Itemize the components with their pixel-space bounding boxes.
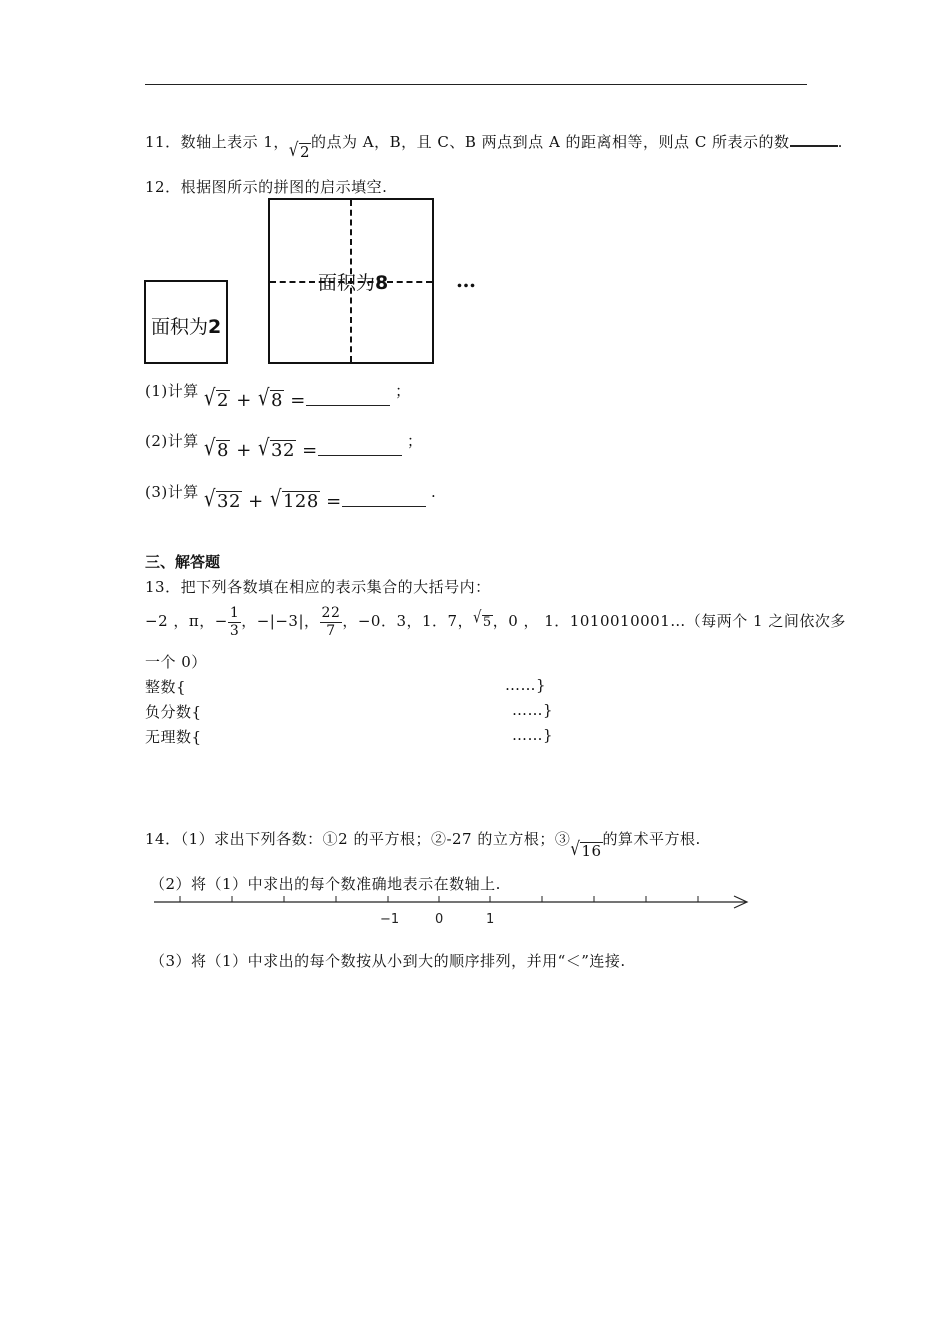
q13-title: 13．把下列各数填在相应的表示集合的大括号内： xyxy=(145,578,491,596)
q11-answer-blank[interactable] xyxy=(790,131,838,147)
frac-22-7: $\frac{22}{7}$ xyxy=(321,604,341,639)
q14-part-2: （2）将（1）中求出的每个数准确地表示在数轴上. xyxy=(150,875,501,893)
q11-prefix: 11．数轴上表示 1， xyxy=(145,133,289,151)
sqrt-16: √16 xyxy=(570,837,602,860)
set-integers-tail: ……} xyxy=(505,676,547,694)
large-square-text: 面积为8 xyxy=(318,272,389,294)
large-square xyxy=(268,198,434,364)
q12-part-1: (1)计算 √2 + √8 = ； xyxy=(145,382,411,411)
question-11 xyxy=(145,131,843,161)
section-title: 三、解答题 xyxy=(145,553,221,571)
set-irrationals-tail: ……} xyxy=(512,726,554,744)
axis-label-neg1: −1 xyxy=(380,912,400,927)
q12-blank-3[interactable] xyxy=(342,492,426,507)
small-square-text: 面积为2 xyxy=(151,316,222,338)
q14-part-3: （3）将（1）中求出的每个数按从小到大的顺序排列，并用“＜”连接. xyxy=(150,952,626,970)
q12-part-3: (3)计算 √32 + √128 = . xyxy=(145,483,437,512)
q11-end: . xyxy=(837,133,843,151)
q12-title: 12．根据图所示的拼图的启示填空. xyxy=(145,178,388,196)
ellipsis: … xyxy=(456,268,476,292)
set-neg-fractions-label: 负分数{ xyxy=(145,703,202,721)
axis-label-0: 0 xyxy=(435,912,444,927)
sqrt-5: √5 xyxy=(473,608,492,630)
q12-blank-2[interactable] xyxy=(318,441,402,456)
small-square xyxy=(144,280,228,364)
q11-suffix: 的点为 A，B，且 C、B 两点到点 A 的距离相等，则点 C 所表示的数 xyxy=(311,133,790,151)
q14-part-1: 14．（1）求出下列各数：①2 的平方根；②-27 的立方根；③√16的算术平方根. xyxy=(145,830,701,860)
number-line xyxy=(150,890,755,930)
set-irrationals-label: 无理数{ xyxy=(145,728,202,746)
q11-radicand: 2 xyxy=(299,143,311,161)
q13-numbers: −2 ，π，− $\frac{1}{3}$ ，−|−3|， $\frac{22}{7}$ ，−0．3，1．7，√5，0 ， 1．1010010001…（每两个 1 之间依次多 xyxy=(145,603,846,641)
axis-label-1: 1 xyxy=(486,912,495,927)
q13-line2: 一个 0） xyxy=(145,653,207,671)
q12-blank-1[interactable] xyxy=(306,391,390,406)
q12-part-2: (2)计算 √8 + √32 = ； xyxy=(145,432,423,461)
frac-one-third: $\frac{1}{3}$ xyxy=(229,604,240,639)
set-integers-label: 整数{ xyxy=(145,678,187,696)
header-rule xyxy=(145,84,807,85)
q11-sqrt: √2 xyxy=(288,138,311,161)
axis-ticks xyxy=(180,896,698,902)
set-neg-fractions-tail: ……} xyxy=(512,701,554,719)
